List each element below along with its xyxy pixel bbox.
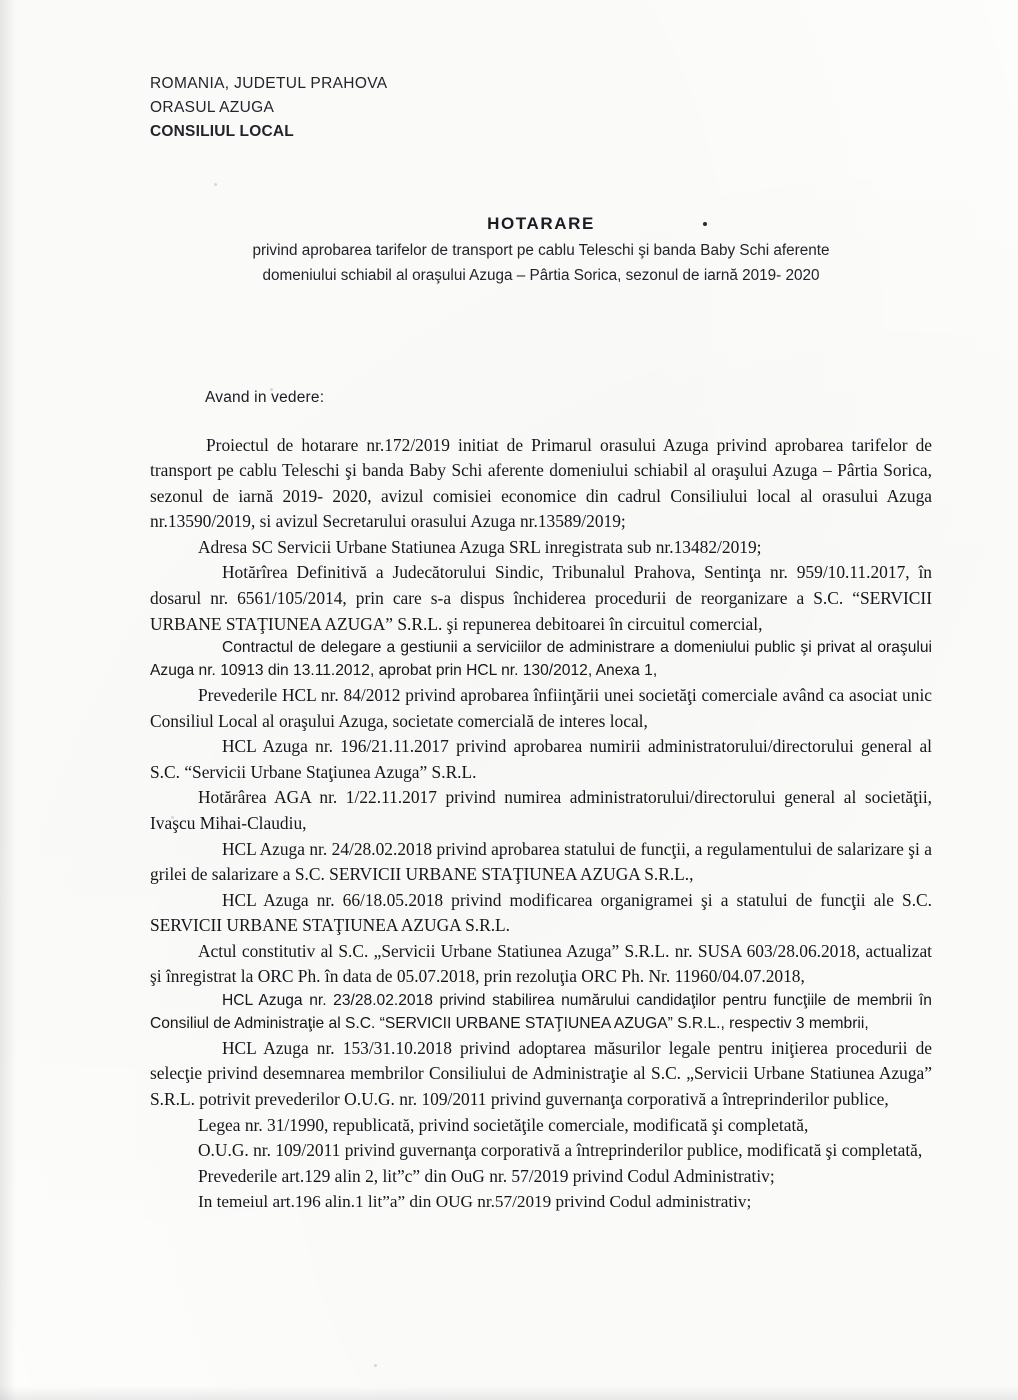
- body-paragraph: Hotărârea AGA nr. 1/22.11.2017 privind numirea administratorului/directorului general al societăţii, Ivaşcu Mihai-Claudiu,: [150, 787, 932, 833]
- scan-edge-shadow-left: [0, 0, 16, 1400]
- header-line-country: ROMANIA, JUDETUL PRAHOVA: [150, 75, 388, 92]
- body-paragraph: HCL Azuga nr. 153/31.10.2018 privind adoptarea măsurilor legale pentru iniţierea procedurii de selecţie privind desemnarea membrilor Consiliului de Administraţie al S.C. „Servicii Urbane Statiunea Azuga” S.R.L. potrivit prevederilor O.U.G. nr. 109/2011 privind guvernanţa corporativă a întreprinderilor publice,: [150, 1037, 932, 1109]
- document-content: [150, 72, 932, 1215]
- document-subtitle: [150, 239, 932, 289]
- scan-edge-shadow-bottom: [0, 1386, 1018, 1400]
- document-header: [150, 72, 932, 144]
- body-paragraph: Prevederile HCL nr. 84/2012 privind aprobarea înfiinţării unei societăţi comerciale având ca asociat unic Consiliul Local al oraşului Azuga, societate comercială de interes local,: [150, 685, 932, 731]
- body-paragraph: Adresa SC Servicii Urbane Statiunea Azuga SRL inregistrata sub nr.13482/2019;: [198, 536, 762, 557]
- body-paragraph: Prevederile art.129 alin 2, lit”c” din OuG nr. 57/2019 privind Codul Administrativ;: [198, 1165, 775, 1186]
- title-block: [150, 214, 932, 289]
- subtitle-line-1: privind aprobarea tarifelor de transport pe cablu Teleschi şi banda Baby Schi aferente: [252, 242, 830, 260]
- body-paragraph: Proiectul de hotarare nr.172/2019 initiat de Primarul orasului Azuga privind aprobarea tarifelor de transport pe cablu Teleschi şi banda Baby Schi aferente domeniului schiabil al oraşului Azuga – Pârtia Sorica, sezonul de iarnă 2019- 2020, avizul comisiei economice din cadrul Consiliului local al orasului Azuga nr.13590/2019, si avizul Secretarului orasului Azuga nr.13589/2019;: [150, 434, 932, 532]
- body-paragraph: O.U.G. nr. 109/2011 privind guvernanţa corporativă a întreprinderilor publice, modificată şi completată,: [198, 1140, 923, 1161]
- body-paragraph: HCL Azuga nr. 23/28.02.2018 privind stabilirea numărului candidaţilor pentru funcţiile de membrii în Consiliul de Administraţie al S.C. “SERVICII URBANE STAŢIUNEA AZUGA” S.R.L., respectiv 3 membrii,: [150, 991, 932, 1032]
- body-paragraph: Contractul de delegare a gestiunii a serviciilor de administrare a domeniului public şi privat al oraşului Azuga nr. 10913 din 13.11.2012, aprobat prin HCL nr. 130/2012, Anexa 1,: [150, 639, 932, 680]
- page-title: [487, 214, 595, 234]
- ink-dot-icon: [703, 222, 707, 226]
- page-title-text: HOTARARE: [487, 214, 595, 234]
- header-line-city: ORASUL AZUGA: [150, 99, 275, 117]
- document-body: [150, 433, 932, 1215]
- body-paragraph: HCL Azuga nr. 24/28.02.2018 privind aprobarea statului de funcţii, a regulamentului de salarizare şi a grilei de salarizare a S.C. SERVICII URBANE STAŢIUNEA AZUGA S.R.L.,: [150, 838, 932, 885]
- closing-paragraph: In temeiul art.196 alin.1 lit”a” din OUG nr.57/2019 privind Codul administrativ;: [198, 1192, 752, 1212]
- preamble-label: Avand in vedere:: [205, 388, 325, 406]
- body-paragraph: Hotărîrea Definitivă a Judecătorului Sindic, Tribunalul Prahova, Sentinţa nr. 959/10.11.2017, în dosarul nr. 6561/105/2014, prin care s-a dispus închiderea procedurii de reorganizare a S.C. “SERVICII URBANE STAŢIUNEA AZUGA” S.R.L. şi repunerea debitoarei în circuitul comercial,: [150, 562, 932, 634]
- scan-speck: [374, 1364, 377, 1367]
- body-paragraph: Legea nr. 31/1990, republicată, privind societăţile comerciale, modificată şi completată,: [198, 1114, 809, 1135]
- body-paragraph: HCL Azuga nr. 196/21.11.2017 privind aprobarea numirii administratorului/directorului general al S.C. “Servicii Urbane Staţiunea Azuga” S.R.L.: [150, 736, 932, 782]
- body-paragraph: HCL Azuga nr. 66/18.05.2018 privind modificarea organigramei şi a statului de funcţii ale S.C. SERVICII URBANE STAŢIUNEA AZUGA S.R.L.: [150, 889, 932, 936]
- subtitle-line-2: domeniului schiabil al oraşului Azuga – Pârtia Sorica, sezonul de iarnă 2019- 2020: [262, 266, 820, 284]
- body-paragraph: Actul constitutiv al S.C. „Servicii Urbane Statiunea Azuga” S.R.L. nr. SUSA 603/28.06.2018, actualizat şi înregistrat la ORC Ph. în data de 05.07.2018, prin rezoluţia ORC Ph. Nr. 11960/04.07.2018,: [150, 940, 932, 987]
- header-line-council: CONSILIUL LOCAL: [150, 123, 294, 141]
